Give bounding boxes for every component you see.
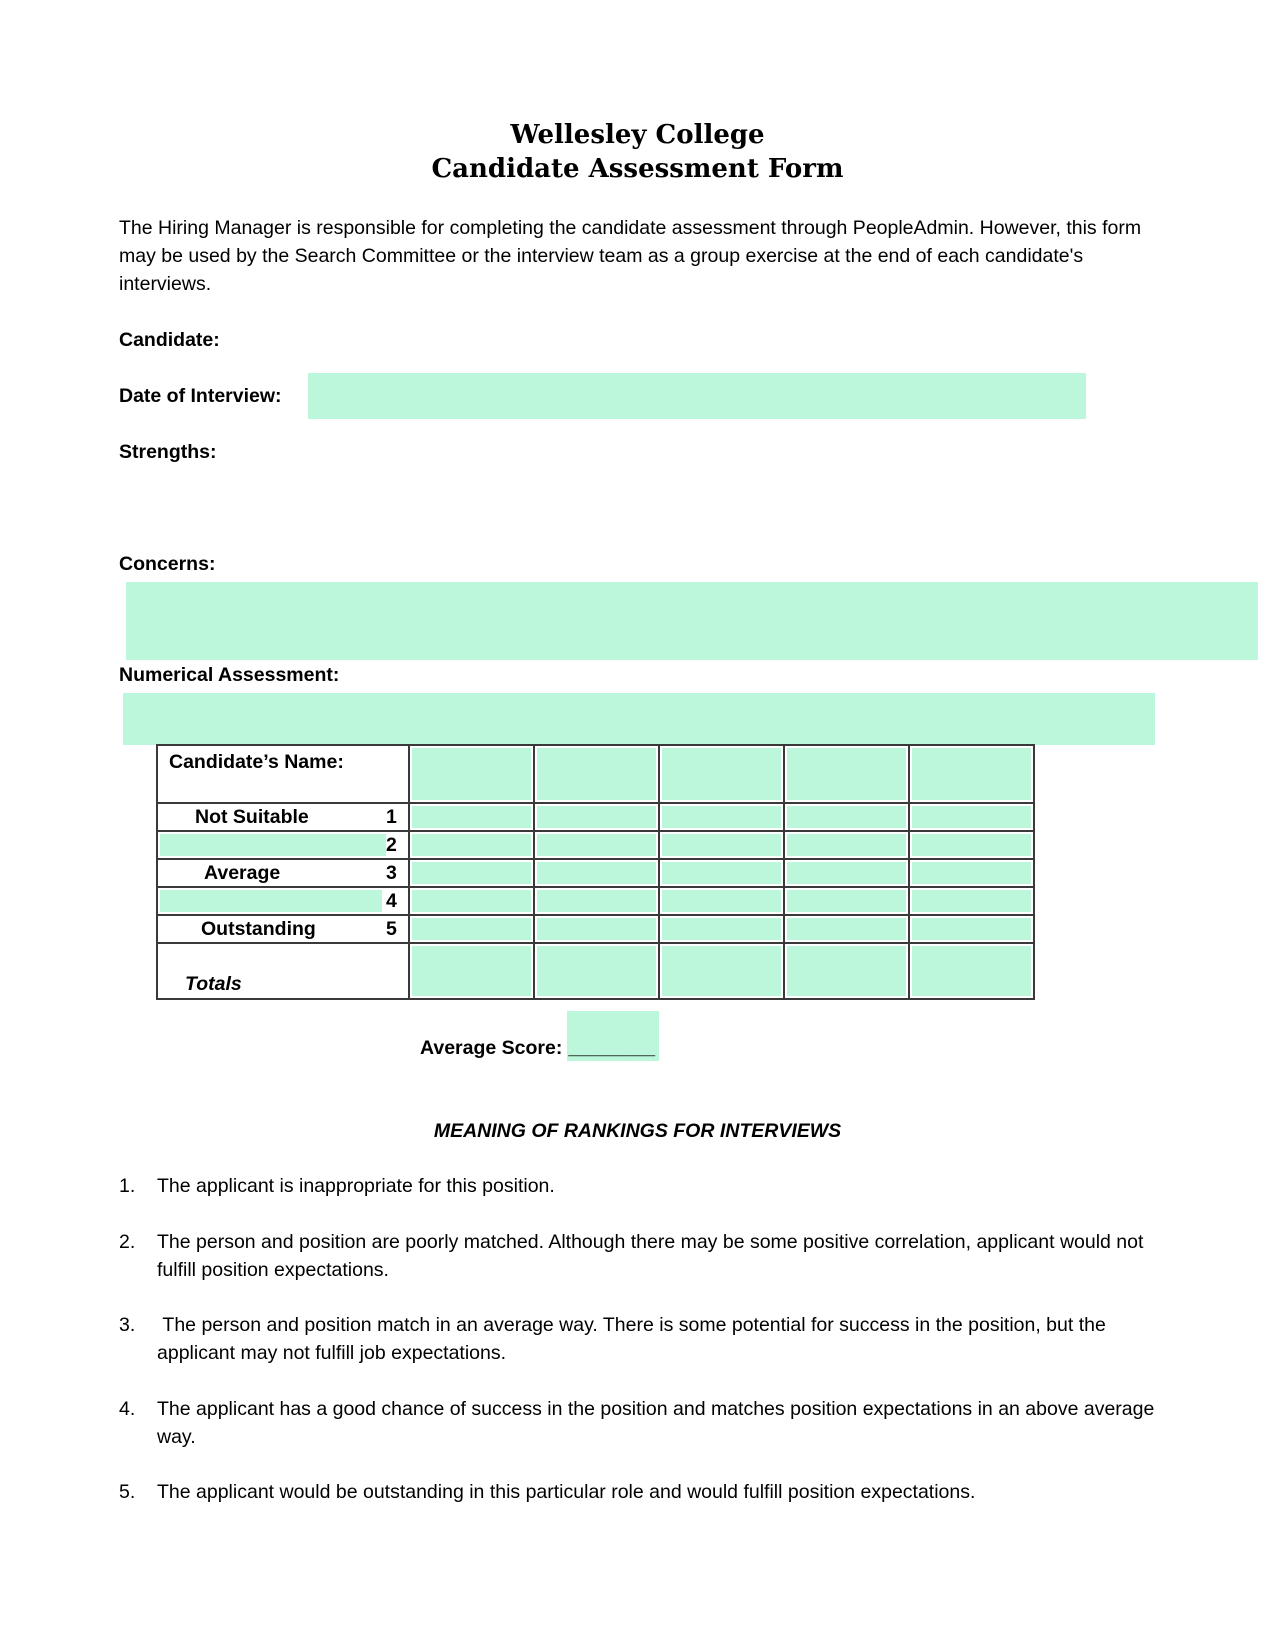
ranking-text: The applicant would be outstanding in this particular role and would fulfill position expectations. [157, 1481, 976, 1503]
assessment-table [156, 744, 1035, 1000]
total-cell[interactable] [409, 943, 534, 999]
strengths-label: Strengths: [119, 441, 217, 463]
average-score [420, 1036, 655, 1060]
table-row-rating-1 [157, 803, 1034, 831]
candidate-name-cell-4[interactable] [784, 745, 909, 803]
candidate-name-header [157, 745, 409, 803]
ranking-number: 2. [119, 1231, 136, 1253]
score-cell[interactable] [659, 859, 784, 887]
score-cell[interactable] [909, 859, 1034, 887]
ranking-text: The person and position match in an average way. There is some potential for success in the position, but the applicant may not fulfill job expectations. [157, 1314, 1112, 1364]
score-cell[interactable] [534, 803, 659, 831]
total-cell[interactable] [909, 943, 1034, 999]
score-cell[interactable] [784, 887, 909, 915]
table-row-totals [157, 943, 1034, 999]
ranking-item-3 [119, 1311, 1159, 1367]
ranking-item-5 [119, 1478, 1159, 1506]
score-cell[interactable] [784, 915, 909, 943]
date-of-interview-field[interactable] [308, 373, 1086, 419]
totals-label-cell [157, 943, 409, 999]
table-row-rating-4 [157, 887, 1034, 915]
table-header-row [157, 745, 1034, 803]
rating-label-cell [157, 803, 409, 831]
totals-label: Totals [185, 973, 242, 995]
candidate-name-cell-5[interactable] [909, 745, 1034, 803]
rating-number: 5 [386, 917, 397, 940]
candidate-name-cell-3[interactable] [659, 745, 784, 803]
rating-number: 2 [386, 833, 397, 856]
rating-label-cell [157, 831, 409, 859]
total-cell[interactable] [784, 943, 909, 999]
score-cell[interactable] [909, 803, 1034, 831]
rankings-heading: MEANING OF RANKINGS FOR INTERVIEWS [433, 1120, 842, 1142]
rating-label: Outstanding [201, 917, 316, 940]
score-cell[interactable] [409, 915, 534, 943]
score-cell[interactable] [909, 915, 1034, 943]
score-cell[interactable] [409, 887, 534, 915]
rating-label-cell [157, 915, 409, 943]
score-cell[interactable] [659, 803, 784, 831]
score-cell[interactable] [534, 887, 659, 915]
rating-label-cell [157, 887, 409, 915]
concerns-label: Concerns: [119, 553, 216, 575]
ranking-number: 5. [119, 1481, 136, 1503]
table-row-rating-5 [157, 915, 1034, 943]
rating-label: Not Suitable [195, 805, 309, 828]
score-cell[interactable] [409, 859, 534, 887]
concerns-field[interactable] [126, 582, 1258, 660]
table-row-rating-2 [157, 831, 1034, 859]
rating-number: 1 [386, 805, 397, 828]
ranking-text: The applicant has a good chance of success in the position and matches position expectations in an above average way. [157, 1398, 1155, 1448]
score-cell[interactable] [784, 831, 909, 859]
ranking-item-2 [119, 1228, 1159, 1284]
average-score-blank: ________ [568, 1037, 656, 1059]
total-cell[interactable] [534, 943, 659, 999]
rating-label-cell [157, 859, 409, 887]
ranking-item-4 [119, 1395, 1159, 1451]
rating-number: 3 [386, 861, 397, 884]
score-cell[interactable] [784, 803, 909, 831]
ranking-number: 1. [119, 1175, 136, 1197]
candidate-name-header-label: Candidate’s Name: [169, 751, 344, 773]
numerical-assessment-field[interactable] [123, 693, 1155, 745]
score-cell[interactable] [784, 859, 909, 887]
score-cell[interactable] [659, 831, 784, 859]
strengths-field[interactable] [126, 470, 1258, 550]
rating-label: Average [204, 861, 281, 884]
page-title-form: Candidate Assessment Form [431, 154, 844, 184]
score-cell[interactable] [534, 859, 659, 887]
score-cell[interactable] [659, 915, 784, 943]
ranking-text: The applicant is inappropriate for this position. [157, 1175, 555, 1197]
average-score-label: Average Score: [420, 1037, 563, 1059]
page-title-institution: Wellesley College [510, 120, 765, 150]
candidate-name-cell-2[interactable] [534, 745, 659, 803]
score-cell[interactable] [909, 831, 1034, 859]
ranking-text: The person and position are poorly matched. Although there may be some positive correlation, applicant would not fulfill position expectations. [157, 1231, 1144, 1281]
score-cell[interactable] [409, 803, 534, 831]
candidate-label: Candidate: [119, 329, 220, 351]
ranking-number: 4. [119, 1398, 136, 1420]
score-cell[interactable] [909, 887, 1034, 915]
table-row-rating-3 [157, 859, 1034, 887]
ranking-number: 3. [119, 1314, 136, 1336]
score-cell[interactable] [659, 887, 784, 915]
total-cell[interactable] [659, 943, 784, 999]
ranking-item-1 [119, 1172, 1159, 1200]
numerical-assessment-label: Numerical Assessment: [119, 664, 340, 686]
candidate-name-cell-1[interactable] [409, 745, 534, 803]
rating-number: 4 [386, 889, 397, 912]
intro-paragraph: The Hiring Manager is responsible for completing the candidate assessment through PeopleAdmin. However, this form may be used by the Search Committee or the interview team as a group exercise at the end of each candidate's interviews. [119, 217, 1142, 295]
date-of-interview-label: Date of Interview: [119, 385, 282, 407]
score-cell[interactable] [409, 831, 534, 859]
score-cell[interactable] [534, 915, 659, 943]
score-cell[interactable] [534, 831, 659, 859]
